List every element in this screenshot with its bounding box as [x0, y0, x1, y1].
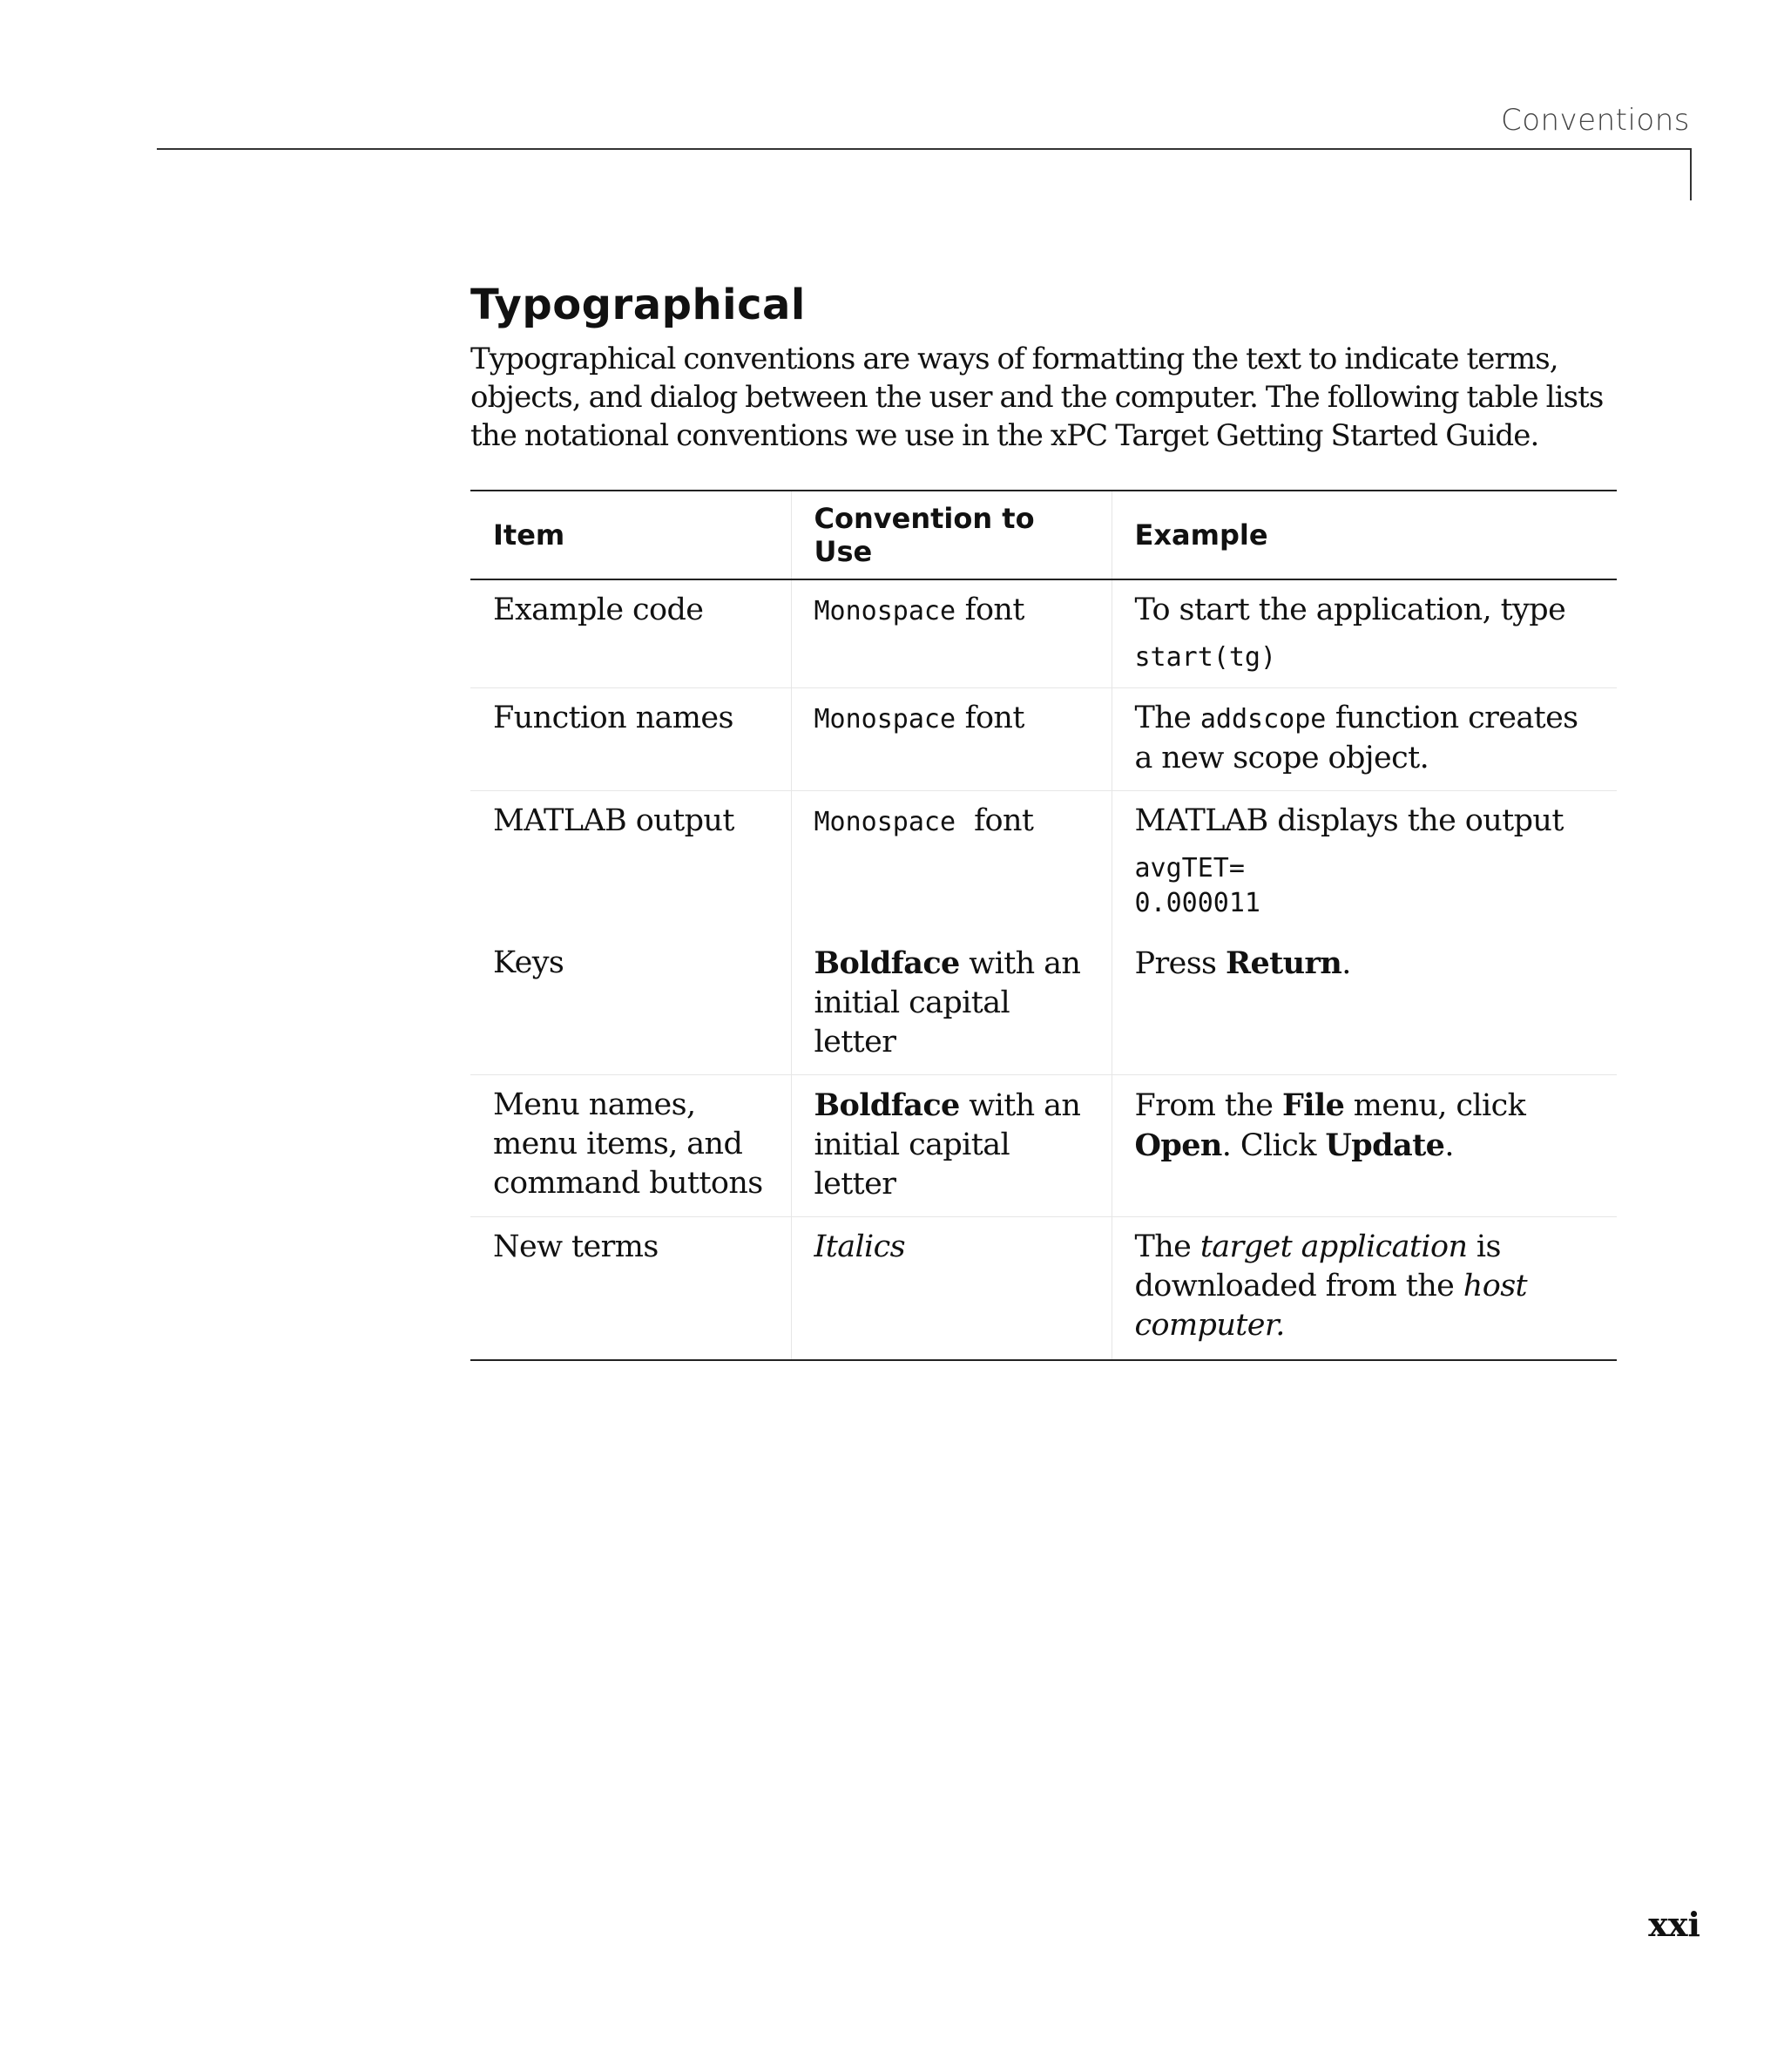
header-rule-tick [1690, 148, 1692, 200]
page-number: xxi [1648, 1905, 1700, 1944]
example-text: MATLAB displays the output [1134, 803, 1564, 838]
table-row [470, 791, 1617, 934]
cell-convention [791, 1217, 1112, 1361]
table-row [470, 579, 1617, 688]
cell-example [1112, 1217, 1617, 1361]
table-row [470, 688, 1617, 791]
convention-bold: Boldface [814, 1087, 960, 1123]
table-row [470, 1217, 1617, 1361]
cell-item: New terms [470, 1217, 791, 1361]
cell-convention [791, 579, 1112, 688]
cell-item: Example code [470, 579, 791, 688]
cell-example [1112, 933, 1617, 1075]
column-header-item: Item [470, 491, 791, 579]
running-head-title: Conventions [1500, 103, 1690, 138]
example-code: addscope [1199, 704, 1327, 735]
convention-italic: Italics [814, 1229, 906, 1264]
convention-text: font [956, 701, 1024, 735]
convention-text: with an initial capital letter [814, 946, 1081, 1060]
conventions-table [470, 490, 1617, 1361]
cell-item: MATLAB output [493, 803, 734, 838]
convention-text: font [956, 803, 1034, 838]
convention-text: with an initial capital letter [814, 1088, 1081, 1202]
example-mid: . Click [1221, 1128, 1326, 1163]
example-bold: Return [1225, 945, 1342, 981]
cell-convention [791, 1075, 1112, 1217]
example-code-line-1: avgTET= [1134, 853, 1245, 884]
cell-convention [791, 933, 1112, 1075]
cell-convention [791, 688, 1112, 791]
convention-mono: Monospace [814, 807, 956, 837]
example-post: . [1341, 946, 1351, 981]
column-header-convention: Convention to Use [791, 491, 1112, 579]
cell-convention [791, 791, 1112, 934]
main-content [470, 277, 1617, 1361]
column-header-example: Example [1112, 491, 1617, 579]
table-header-row [470, 491, 1617, 579]
cell-example [1112, 688, 1617, 791]
example-pre: The [1134, 701, 1200, 735]
example-bold-file: File [1281, 1087, 1345, 1123]
example-mid: is downloaded from the [1134, 1229, 1501, 1303]
example-mid: menu, click [1344, 1088, 1526, 1123]
example-italic-target: target application [1199, 1229, 1468, 1264]
convention-text: font [956, 592, 1024, 627]
cell-example [1112, 1075, 1617, 1217]
table-row [470, 933, 1617, 1075]
example-pre: The [1134, 1229, 1200, 1264]
example-text: To start the application, type [1134, 592, 1566, 627]
header-rule [157, 148, 1692, 150]
cell-example [1112, 791, 1617, 934]
cell-item: Function names [470, 688, 791, 791]
example-italic-host: host computer [1134, 1269, 1528, 1343]
example-pre: From the [1134, 1088, 1282, 1123]
example-post: . [1444, 1128, 1454, 1163]
cell-example [1112, 579, 1617, 688]
example-code: start(tg) [1134, 642, 1277, 673]
example-pre: Press [1134, 946, 1226, 981]
convention-mono: Monospace [814, 704, 956, 735]
example-post: . [1275, 1308, 1285, 1343]
example-post: function creates a new scope object. [1134, 701, 1578, 775]
cell-item: Menu names, menu items, and command buttons [470, 1075, 791, 1217]
cell-item: Keys [470, 933, 791, 1075]
section-intro: Typographical conventions are ways of formatting the text to indicate terms, objects, and dialog between the user and the computer. The following table lists the notational conventions we use in the xPC Target Getting Started Guide. [470, 342, 1604, 453]
example-bold-update: Update [1325, 1127, 1445, 1163]
example-code-line-2: 0.000011 [1134, 888, 1260, 918]
section-title: Typographical [470, 281, 806, 329]
convention-mono: Monospace [814, 596, 956, 626]
table-row [470, 1075, 1617, 1217]
convention-bold: Boldface [814, 945, 960, 981]
example-bold-open: Open [1134, 1127, 1222, 1163]
